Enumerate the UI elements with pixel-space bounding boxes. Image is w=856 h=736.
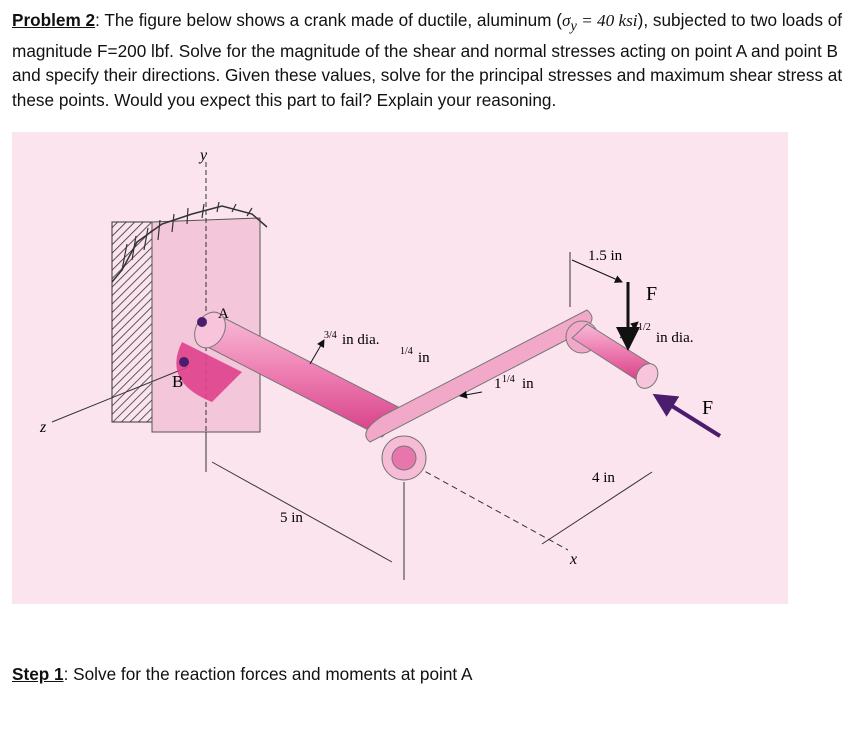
sigma-symbol: σ [561, 11, 571, 30]
width-114-fraction: 1/4 [502, 374, 515, 385]
sigma-subscript: y [570, 18, 577, 35]
sigma-value: = 40 ksi [576, 11, 638, 30]
dim-4-label: 4 in [592, 470, 615, 486]
x-axis-line [408, 462, 568, 550]
dia-12-label: in dia. [656, 330, 694, 346]
dia-34-label: in dia. [342, 332, 380, 348]
problem-label: Problem 2 [12, 10, 96, 30]
thick-14-label: in [418, 350, 430, 366]
x-axis-label: x [570, 551, 578, 568]
point-b-marker [179, 357, 189, 367]
crank-figure [12, 132, 788, 604]
small-rod [572, 324, 662, 392]
dia-34-fraction: 3/4 [324, 330, 337, 341]
problem-text-before: : The figure below shows a crank made of ductile, aluminum ( [95, 10, 562, 30]
crank-arm [366, 310, 598, 480]
point-a-marker [197, 317, 207, 327]
point-b-label: B [172, 372, 184, 391]
wall-support [112, 202, 267, 432]
problem-text-after: ), subjected to two loads of magnitude F=200 lbf. Solve for the magnitude of the shear and normal stresses acting on point A and point B and specify their directions. Given these values, solve for the principal stresses and maximum shear stress at these points. Would you expect this part to fail? Explain your reasoning. [12, 10, 843, 110]
dim-1-5-label: 1.5 in [588, 248, 623, 264]
y-axis-label: y [200, 147, 208, 164]
width-114-whole: 1 [494, 376, 502, 392]
force-f-top-label: F [646, 283, 658, 305]
problem-statement [12, 8, 848, 112]
point-a-label: A [218, 306, 229, 322]
step-1 [12, 664, 473, 685]
width-114-unit: in [522, 376, 534, 392]
dia-12-fraction: 1/2 [638, 322, 651, 333]
step-text: : Solve for the reaction forces and moments at point A [63, 664, 473, 684]
force-f-right-label: F [702, 397, 714, 419]
thick-14-fraction: 1/4 [400, 346, 413, 357]
dim-5-label: 5 in [280, 510, 303, 526]
crank-diagram [12, 132, 788, 604]
z-axis-label: z [40, 419, 47, 436]
step-label: Step 1 [12, 664, 64, 684]
